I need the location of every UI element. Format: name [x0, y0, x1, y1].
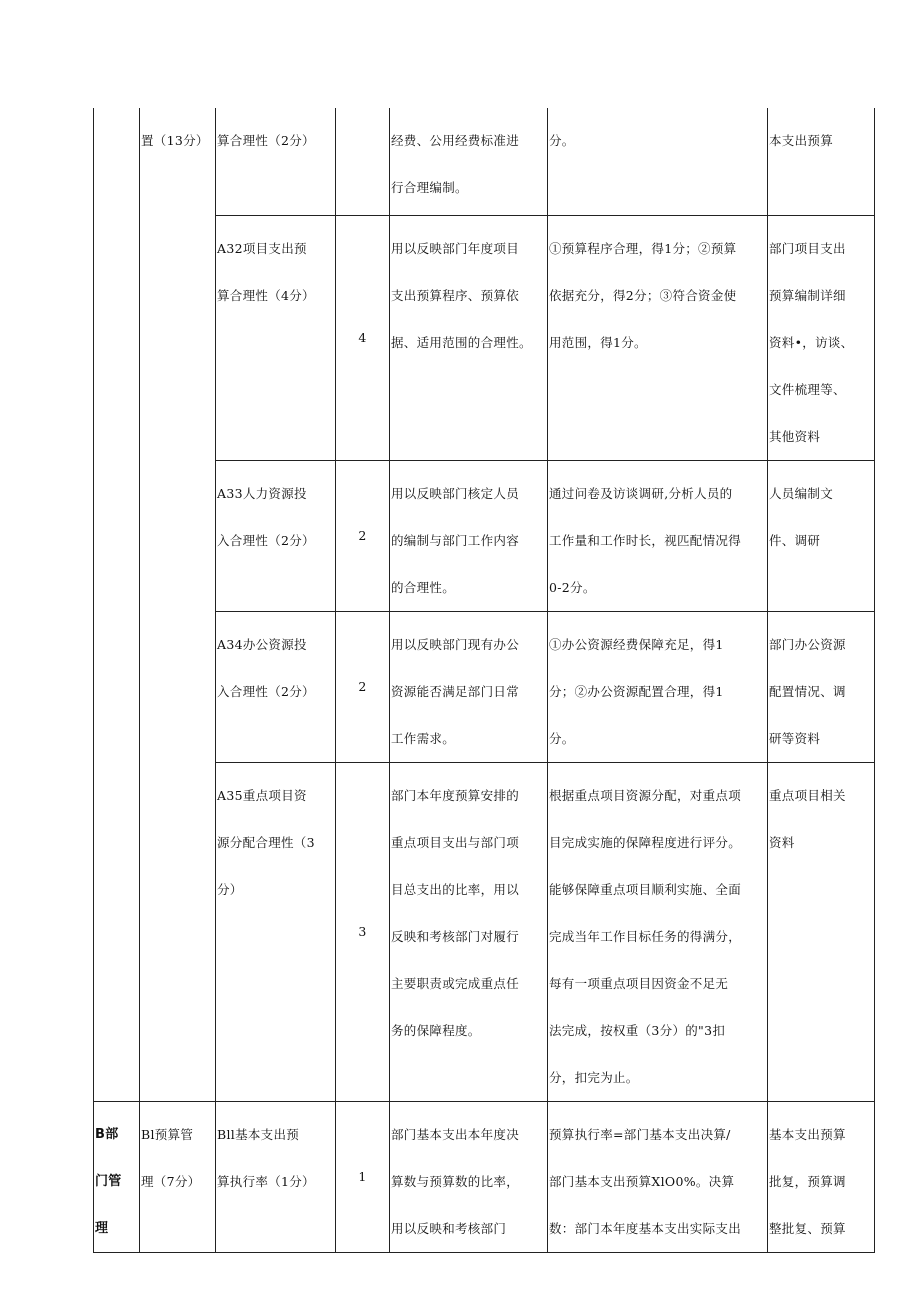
indicator-cell: [216, 762, 336, 1101]
indicator-cell: [216, 460, 336, 611]
criteria-line: 分。: [549, 730, 575, 746]
criteria-line: 目完成实施的保障程度进行评分。: [549, 834, 742, 850]
description-line: 的合理性。: [391, 579, 456, 595]
indicator-line: A33人力资源投: [217, 485, 307, 501]
description-cell: [390, 762, 548, 1101]
score-cell: [336, 108, 390, 215]
criteria-line: 分，扣完为止。: [549, 1069, 639, 1085]
description-line: 反映和考核部门对履行: [391, 928, 520, 944]
evidence-line: 研等资料: [769, 730, 821, 746]
criteria-cell: [548, 611, 768, 762]
description-line: 据、适用范围的合理性。: [391, 334, 532, 350]
description-cell: [390, 611, 548, 762]
criteria-cell: [548, 108, 768, 215]
evidence-cell: [768, 215, 875, 460]
description-line: 主要职责或完成重点任: [391, 975, 520, 991]
criteria-line: 分。: [549, 133, 575, 148]
description-line: 资源能否满足部门日常: [391, 683, 520, 699]
indicator-line: 算合理性（2分）: [217, 133, 315, 148]
evidence-line: 基本支出预算: [769, 1126, 846, 1142]
evidence-cell: [768, 1101, 875, 1252]
criteria-line: 用范围，得1分。: [549, 334, 647, 350]
criteria-line: 根据重点项目资源分配，对重点项: [549, 787, 742, 803]
description-cell: [390, 460, 548, 611]
indicator-cell: [216, 611, 336, 762]
indicator-line: A34办公资源投: [217, 636, 307, 652]
indicator-line: 分）: [217, 881, 243, 897]
evidence-line: 预算编制详细: [769, 287, 846, 303]
description-line: 用以反映部门核定人员: [391, 485, 520, 501]
evidence-cell: [768, 611, 875, 762]
description-line: 重点项目支出与部门项: [391, 834, 520, 850]
evidence-line: 重点项目相关: [769, 787, 846, 803]
level1-cell: [94, 108, 140, 1101]
level2-line: 理（7分）: [141, 1173, 201, 1189]
criteria-line: ①预算程序合理，得1分；②预算: [549, 240, 737, 256]
score-cell: 1: [336, 1101, 390, 1252]
criteria-line: 法完成，按权重（3分）的"3扣: [549, 1022, 726, 1038]
criteria-line: 依据充分，得2分；③符合资金使: [549, 287, 737, 303]
evidence-line: 件、调研: [769, 532, 821, 548]
description-line: 的编制与部门工作内容: [391, 532, 520, 548]
criteria-cell: [548, 1101, 768, 1252]
level1-cell: [94, 1101, 140, 1252]
table-row: [94, 1101, 875, 1252]
criteria-cell: [548, 762, 768, 1101]
evidence-line: 文件梳理等、: [769, 381, 846, 397]
description-line: 部门本年度预算安排的: [391, 787, 520, 803]
evidence-line: 资料: [769, 834, 795, 850]
description-cell: [390, 108, 548, 215]
description-line: 目总支出的比率，用以: [391, 881, 520, 897]
evidence-cell: [768, 460, 875, 611]
criteria-line: 分；②办公资源配置合理，得1: [549, 683, 724, 699]
description-line: 部门基本支出本年度决: [391, 1126, 520, 1142]
indicator-cell: [216, 108, 336, 215]
description-line: 用以反映部门年度项目: [391, 240, 520, 256]
level2-line: Bl预算管: [141, 1126, 194, 1142]
description-line: 用以反映部门现有办公: [391, 636, 520, 652]
description-line: 算数与预算数的比率，: [391, 1173, 520, 1189]
level2-text: 置（13分）: [141, 133, 209, 148]
criteria-line: 工作量和工作时长，视匹配情况得: [549, 532, 742, 548]
description-line: 工作需求。: [391, 730, 456, 746]
table-row: [94, 108, 875, 215]
evidence-line: 其他资料: [769, 428, 821, 444]
evidence-line: 配置情况、调: [769, 683, 846, 699]
score-cell: 4: [336, 215, 390, 460]
description-cell: [390, 215, 548, 460]
indicator-line: 入合理性（2分）: [217, 683, 315, 699]
score-cell: 2: [336, 460, 390, 611]
evidence-line: 部门办公资源: [769, 636, 846, 652]
performance-evaluation-table: [93, 108, 875, 1253]
criteria-line: 数：部门本年度基本支出实际支出: [549, 1220, 742, 1236]
evidence-line: 人员编制文: [769, 485, 834, 501]
description-line: 务的保障程度。: [391, 1022, 481, 1038]
criteria-cell: [548, 460, 768, 611]
description-cell: [390, 1101, 548, 1252]
indicator-line: A32项目支出预: [217, 240, 307, 256]
criteria-line: 每有一项重点项目因资金不足无: [549, 975, 729, 991]
criteria-line: 预算执行率=部门基本支出决算/: [549, 1126, 731, 1142]
level1-line: 理: [95, 1220, 109, 1236]
indicator-line: 源分配合理性（3: [217, 834, 315, 850]
criteria-cell: [548, 215, 768, 460]
level1-line: 门管: [95, 1173, 122, 1189]
criteria-line: 完成当年工作目标任务的得满分，: [549, 928, 742, 944]
score-cell: 2: [336, 611, 390, 762]
evidence-cell: [768, 108, 875, 215]
evidence-line: 部门项目支出: [769, 240, 846, 256]
evaluation-table-page: [93, 108, 874, 1236]
level2-cell: [140, 1101, 216, 1252]
description-line: 支出预算程序、预算依: [391, 287, 520, 303]
indicator-cell: [216, 1101, 336, 1252]
score-cell: 3: [336, 762, 390, 1101]
indicator-cell: [216, 215, 336, 460]
criteria-line: 0-2分。: [549, 579, 596, 595]
level1-line: B部: [95, 1126, 119, 1142]
evidence-line: 本支出预算: [769, 133, 834, 148]
indicator-line: Bll基本支出预: [217, 1126, 300, 1142]
description-line: 经费、公用经费标准进: [391, 133, 520, 148]
indicator-line: 算合理性（4分）: [217, 287, 315, 303]
evidence-line: 整批复、预算: [769, 1220, 846, 1236]
level2-cell: [140, 108, 216, 1101]
criteria-line: 部门基本支出预算XlO0%。决算: [549, 1173, 735, 1189]
evidence-cell: [768, 762, 875, 1101]
indicator-line: 算执行率（1分）: [217, 1173, 315, 1189]
criteria-line: 能够保障重点项目顺利实施、全面: [549, 881, 742, 897]
description-line: 用以反映和考核部门: [391, 1220, 507, 1236]
indicator-line: A35重点项目资: [217, 787, 307, 803]
criteria-line: ①办公资源经费保障充足，得1: [549, 636, 724, 652]
criteria-line: 通过问卷及访谈调研,分析人员的: [549, 485, 733, 501]
evidence-line: 资料•，访谈、: [769, 334, 854, 350]
description-line: 行合理编制。: [391, 180, 468, 195]
indicator-line: 入合理性（2分）: [217, 532, 315, 548]
evidence-line: 批复，预算调: [769, 1173, 846, 1189]
